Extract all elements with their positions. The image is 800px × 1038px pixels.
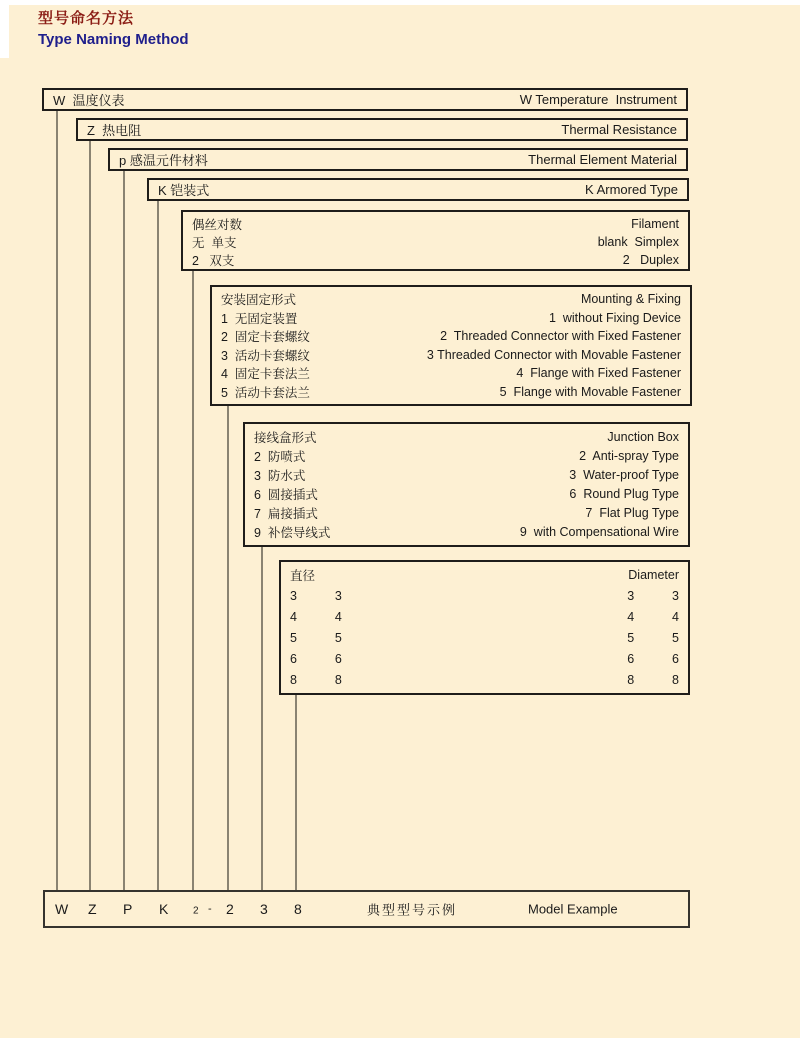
option-en: 2 Threaded Connector with Fixed Fastener: [440, 329, 681, 344]
model-code-p: P: [123, 901, 133, 917]
option-cn: 5 5: [290, 630, 342, 645]
page-title-en: Type Naming Method: [38, 31, 189, 48]
page-edge-top: [0, 0, 800, 5]
level-label-cn: Z 热电阻: [87, 123, 142, 138]
option-en: Junction Box: [607, 429, 679, 444]
option-cn: 3 3: [290, 589, 342, 604]
option-en: 5 5: [627, 630, 679, 645]
option-en: 1 without Fixing Device: [548, 310, 681, 325]
option-cn: 6 圆接插式: [254, 488, 318, 503]
connector-line-junction: [261, 546, 263, 890]
level-box-thermal-element-material: [108, 148, 688, 171]
level-box-thermal-resistance: [76, 118, 688, 141]
connector-line-diameter: [295, 694, 297, 890]
option-en: Mounting & Fixing: [580, 292, 681, 307]
option-en: 7 Flat Plug Type: [585, 506, 679, 521]
option-cn: 8 8: [290, 672, 342, 687]
option-en: 8 8: [627, 672, 679, 687]
option-row: [290, 627, 679, 648]
model-code-separator: -: [208, 903, 212, 915]
option-en: 3 Water-proof Type: [569, 467, 679, 482]
option-en: 9 with Compensational Wire: [519, 525, 679, 540]
option-row: [221, 290, 681, 309]
connector-line-k: [157, 200, 159, 890]
level-label-cn: K 铠装式: [158, 183, 210, 198]
option-cn: 3 活动卡套螺纹: [221, 348, 310, 363]
level-box-junction-box: [243, 422, 690, 547]
option-row: [290, 648, 679, 669]
option-cn: 2 固定卡套螺纹: [221, 330, 310, 345]
level-box-filament: [181, 210, 690, 271]
level-box-temperature-instrument: [42, 88, 688, 111]
level-label-en: W Temperature Instrument: [519, 92, 677, 107]
option-row: [290, 565, 679, 586]
option-en: 3 Threaded Connector with Movable Fastener: [426, 347, 681, 362]
model-code-mounting: 2: [226, 901, 234, 917]
option-cn: 5 活动卡套法兰: [221, 385, 310, 400]
option-row: [221, 346, 681, 365]
option-cn: 2 双支: [192, 254, 235, 268]
level-box-mounting-fixing: [210, 285, 692, 406]
page-title-block: [38, 7, 189, 48]
page-title-cn: 型号命名方法: [38, 10, 135, 27]
option-en: blank Simplex: [597, 235, 679, 249]
option-row: [221, 383, 681, 402]
model-code-junction: 3: [260, 901, 268, 917]
option-row: [254, 504, 679, 523]
option-cn: 4 固定卡套法兰: [221, 367, 310, 382]
connector-line-p: [123, 170, 125, 890]
option-en: 4 4: [627, 610, 679, 625]
option-en: Filament: [631, 217, 679, 231]
option-cn: 偶丝对数: [192, 218, 243, 232]
model-example-label-en: Model Example: [528, 901, 618, 917]
option-cn: 2 防喷式: [254, 449, 306, 464]
model-code-z: Z: [88, 901, 97, 917]
option-cn: 4 4: [290, 610, 342, 625]
option-en: 6 6: [627, 651, 679, 666]
option-row: [192, 251, 679, 269]
option-row: [254, 523, 679, 542]
option-cn: 7 扁接插式: [254, 507, 318, 522]
option-row: [192, 215, 679, 233]
connector-line-w: [56, 110, 58, 890]
level-label-en: Thermal Element Material: [528, 152, 677, 167]
option-en: 3 3: [627, 589, 679, 604]
model-code-diameter: 8: [294, 901, 302, 917]
option-row: [290, 669, 679, 690]
option-en: 6 Round Plug Type: [569, 487, 679, 502]
connector-line-filament: [192, 270, 194, 890]
model-code-filament: 2: [193, 905, 199, 917]
model-example-box: [43, 890, 690, 928]
option-cn: 接线盒形式: [254, 430, 317, 445]
level-label-cn: W 温度仪表: [53, 93, 125, 108]
option-row: [221, 327, 681, 346]
option-cn: 3 防水式: [254, 468, 306, 483]
option-en: Diameter: [628, 568, 679, 583]
option-row: [221, 309, 681, 328]
option-cn: 1 无固定装置: [221, 311, 298, 326]
option-cn: 直径: [290, 569, 316, 584]
option-en: 4 Flange with Fixed Fastener: [516, 366, 681, 381]
option-row: [254, 485, 679, 504]
option-cn: 6 6: [290, 651, 342, 666]
level-label-cn: p 感温元件材料: [119, 153, 208, 168]
level-box-armored-type: [147, 178, 689, 201]
option-en: 2 Anti-spray Type: [579, 448, 679, 463]
option-cn: 无 单支: [192, 236, 237, 250]
option-row: [290, 586, 679, 607]
page-edge-left: [0, 0, 9, 58]
model-code-k: K: [159, 901, 169, 917]
option-row: [254, 427, 679, 446]
option-row: [290, 607, 679, 628]
connector-line-mounting: [227, 406, 229, 890]
model-example-label-cn: 典型型号示例: [367, 902, 458, 918]
option-row: [254, 465, 679, 484]
option-en: 2 Duplex: [622, 253, 679, 267]
model-code-w: W: [55, 901, 69, 917]
connector-line-z: [89, 140, 91, 890]
option-row: [221, 364, 681, 383]
option-row: [192, 233, 679, 251]
level-label-en: Thermal Resistance: [561, 122, 677, 137]
level-label-en: K Armored Type: [585, 182, 678, 197]
option-cn: 9 补偿导线式: [254, 526, 331, 541]
option-cn: 安装固定形式: [221, 293, 297, 308]
option-row: [254, 446, 679, 465]
option-en: 5 Flange with Movable Fastener: [499, 384, 681, 399]
level-box-diameter: [279, 560, 690, 695]
